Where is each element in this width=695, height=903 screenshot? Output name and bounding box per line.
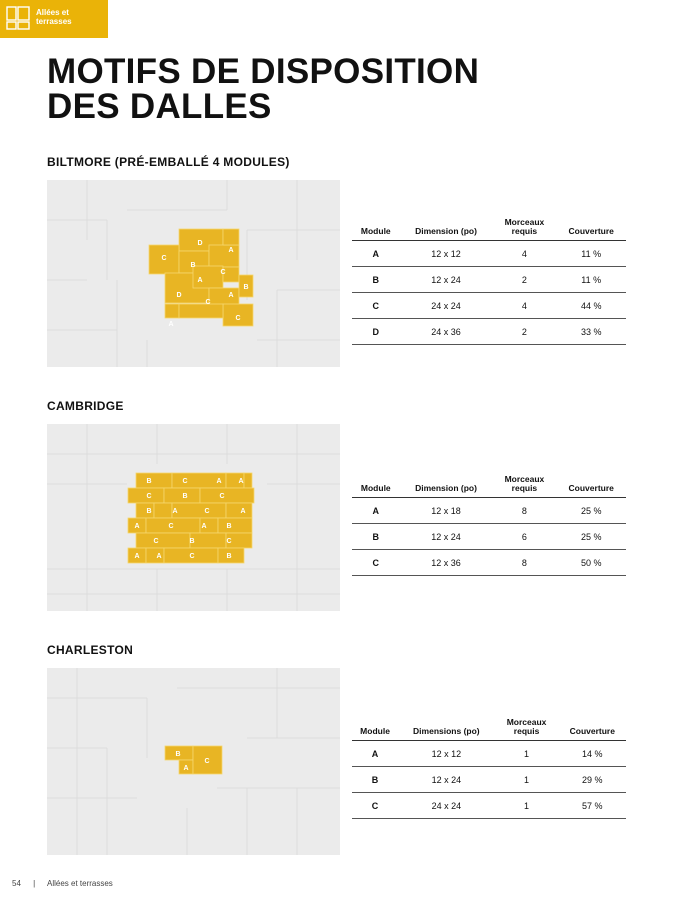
section-title-cambridge: CAMBRIDGE: [47, 399, 124, 413]
table-row: [352, 741, 626, 767]
tile-label: C: [168, 523, 174, 530]
pieces-cell: 4: [492, 241, 556, 267]
section-tab: [0, 0, 108, 38]
table-row: [352, 319, 626, 345]
module-cell: B: [352, 267, 400, 293]
pieces-cell: 4: [492, 293, 556, 319]
pattern-biltmore-svg: [47, 180, 340, 367]
tile-label: A: [216, 478, 222, 485]
column-header: Dimension (po): [400, 210, 493, 241]
tile-label: C: [182, 478, 188, 485]
footer-separator: |: [33, 879, 36, 888]
tile-label: D: [197, 240, 203, 247]
pieces-cell: 2: [492, 319, 556, 345]
tile-label: B: [189, 538, 195, 545]
dimension-cell: 24 x 24: [398, 793, 494, 819]
pattern-cambridge-svg: [47, 424, 340, 611]
table-row: [352, 293, 626, 319]
dimension-cell: 24 x 36: [400, 319, 493, 345]
tile-label: C: [226, 538, 232, 545]
page-title: [47, 54, 479, 124]
column-header: Couverture: [559, 710, 626, 741]
tile-label: C: [219, 493, 225, 500]
pieces-cell: 2: [492, 267, 556, 293]
module-cell: A: [352, 741, 398, 767]
pattern-cambridge: [47, 424, 340, 611]
pattern-charleston: [47, 668, 340, 855]
table-header-row: [352, 210, 626, 241]
module-cell: C: [352, 293, 400, 319]
layout-icon: [6, 6, 30, 30]
pieces-cell: 1: [495, 793, 559, 819]
dimension-cell: 12 x 18: [400, 498, 493, 524]
module-cell: C: [352, 793, 398, 819]
tile-label: C: [146, 493, 152, 500]
dimension-cell: 12 x 12: [400, 241, 493, 267]
tile-label: A: [238, 478, 244, 485]
table-row: [352, 498, 626, 524]
tile-label: B: [243, 284, 249, 291]
column-header: Morceaux requis: [495, 710, 559, 741]
pieces-cell: 8: [492, 550, 556, 576]
column-header: Couverture: [556, 210, 626, 241]
tile-label: C: [205, 299, 211, 306]
pieces-cell: 6: [492, 524, 556, 550]
dimension-cell: 12 x 12: [398, 741, 494, 767]
tile-label: C: [189, 553, 195, 560]
dimension-cell: 12 x 36: [400, 550, 493, 576]
module-cell: A: [352, 241, 400, 267]
table-row: [352, 267, 626, 293]
tile-label: A: [197, 277, 203, 284]
tile-label: B: [175, 751, 181, 758]
coverage-cell: 29 %: [559, 767, 626, 793]
dimension-cell: 12 x 24: [398, 767, 494, 793]
table-header-row: [352, 710, 626, 741]
page-footer: [12, 879, 113, 888]
coverage-cell: 11 %: [556, 241, 626, 267]
tile-label: B: [146, 508, 152, 515]
tab-label: Allées et terrasses: [36, 8, 72, 26]
pieces-cell: 1: [495, 741, 559, 767]
page-title-line-1: MOTIFS DE DISPOSITION: [47, 52, 480, 91]
module-cell: C: [352, 550, 400, 576]
tile-label: B: [226, 553, 232, 560]
module-cell: D: [352, 319, 400, 345]
table-row: [352, 241, 626, 267]
dimension-cell: 12 x 24: [400, 524, 493, 550]
table-row: [352, 524, 626, 550]
page-title-line-2: DES DALLES: [47, 87, 272, 126]
table-charleston: [352, 710, 626, 819]
tile-label: C: [220, 269, 226, 276]
tile-label: B: [190, 262, 196, 269]
pieces-cell: 1: [495, 767, 559, 793]
pattern-biltmore: [47, 180, 340, 367]
column-header: Morceaux requis: [492, 210, 556, 241]
column-header: Module: [352, 710, 398, 741]
table-row: [352, 767, 626, 793]
section-title-biltmore: BILTMORE (PRÉ-EMBALLÉ 4 MODULES): [47, 155, 290, 169]
coverage-cell: 25 %: [556, 524, 626, 550]
coverage-cell: 11 %: [556, 267, 626, 293]
column-header: Morceaux requis: [492, 467, 556, 498]
tile-label: A: [172, 508, 178, 515]
pattern-charleston-svg: [47, 668, 340, 855]
dimension-cell: 12 x 24: [400, 267, 493, 293]
tile-label: B: [146, 478, 152, 485]
tile-label: A: [201, 523, 207, 530]
tile-label: C: [204, 758, 210, 765]
module-cell: B: [352, 767, 398, 793]
column-header: Dimension (po): [400, 467, 493, 498]
tile-label: B: [182, 493, 188, 500]
tile-label: A: [240, 508, 246, 515]
tile-label: A: [228, 292, 234, 299]
tile-label: C: [161, 255, 167, 262]
tile-label: A: [168, 321, 174, 328]
table-row: [352, 550, 626, 576]
tile-label: C: [204, 508, 210, 515]
module-cell: B: [352, 524, 400, 550]
coverage-cell: 33 %: [556, 319, 626, 345]
column-header: Module: [352, 467, 400, 498]
column-header: Module: [352, 210, 400, 241]
column-header: Dimensions (po): [398, 710, 494, 741]
coverage-cell: 14 %: [559, 741, 626, 767]
coverage-cell: 50 %: [556, 550, 626, 576]
footer-section-name: Allées et terrasses: [47, 879, 113, 888]
page-number: 54: [12, 879, 21, 888]
tile-label: A: [134, 523, 140, 530]
tile-label: C: [235, 315, 241, 322]
table-cambridge: [352, 467, 626, 576]
coverage-cell: 44 %: [556, 293, 626, 319]
tile-label: B: [226, 523, 232, 530]
tile-label: D: [176, 292, 182, 299]
tile-label: A: [134, 553, 140, 560]
module-cell: A: [352, 498, 400, 524]
section-title-charleston: CHARLESTON: [47, 643, 134, 657]
tile-label: A: [183, 765, 189, 772]
table-row: [352, 793, 626, 819]
tile-label: C: [153, 538, 159, 545]
column-header: Couverture: [556, 467, 626, 498]
dimension-cell: 24 x 24: [400, 293, 493, 319]
coverage-cell: 57 %: [559, 793, 626, 819]
table-header-row: [352, 467, 626, 498]
tile-label: A: [156, 553, 162, 560]
coverage-cell: 25 %: [556, 498, 626, 524]
pieces-cell: 8: [492, 498, 556, 524]
tile-label: A: [228, 247, 234, 254]
table-biltmore: [352, 210, 626, 345]
